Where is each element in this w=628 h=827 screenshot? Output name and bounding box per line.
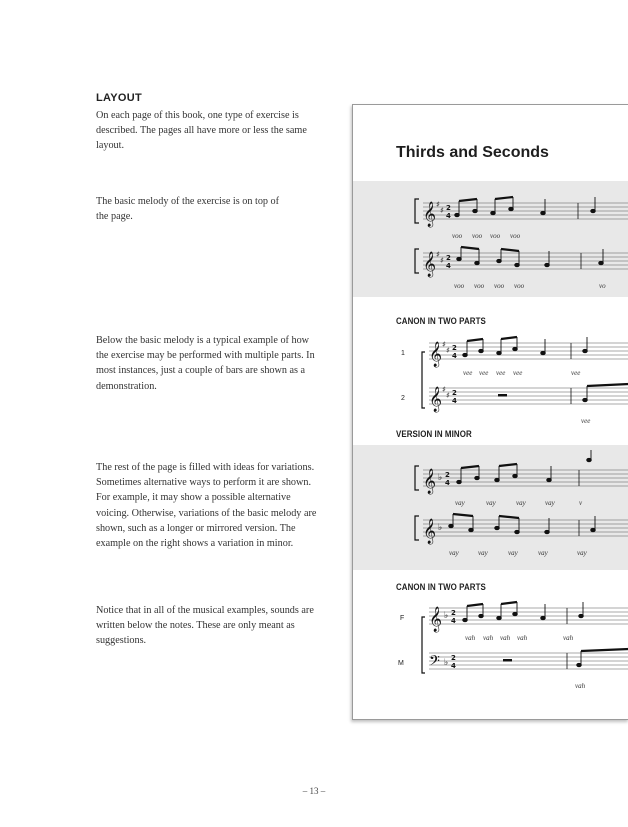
- svg-text:♭: ♭: [444, 658, 449, 668]
- svg-text:vo: vo: [599, 282, 606, 290]
- svg-text:4: 4: [451, 662, 456, 670]
- section-label-canon-second: CANON IN TWO PARTS: [396, 582, 486, 592]
- section-heading: LAYOUT: [96, 92, 143, 104]
- svg-text:vee: vee: [463, 369, 473, 377]
- treble-clef-icon: 𝄞: [429, 607, 443, 632]
- treble-clef-icon: 𝄞: [423, 469, 437, 494]
- staff-canon2-m: [353, 643, 628, 693]
- svg-text:vay: vay: [508, 549, 518, 557]
- staff-basic-1: [353, 193, 628, 243]
- treble-clef-icon: 𝄞: [429, 342, 443, 367]
- svg-text:1: 1: [401, 350, 405, 357]
- svg-text:vay: vay: [455, 499, 465, 507]
- section-label-minor: VERSION IN MINOR: [396, 429, 472, 439]
- svg-text:♯: ♯: [436, 250, 440, 259]
- paragraph-basic-melody: The basic melody of the exercise is on top of the page.: [96, 196, 280, 223]
- svg-text:2: 2: [401, 395, 405, 402]
- paragraph-intro: On each page of this book, one type of exercise is described. The pages all have more or less the same layout.: [96, 110, 307, 152]
- svg-text:2: 2: [452, 344, 457, 352]
- svg-text:♯: ♯: [436, 200, 440, 209]
- svg-text:♭: ♭: [438, 523, 443, 533]
- svg-text:v: v: [579, 499, 583, 507]
- svg-text:vah: vah: [517, 634, 528, 642]
- svg-text:vah: vah: [465, 634, 476, 642]
- page-number: – 13 –: [302, 786, 326, 796]
- svg-text:voo: voo: [472, 232, 483, 240]
- example-page-preview: [352, 104, 628, 720]
- svg-text:4: 4: [452, 397, 457, 405]
- svg-text:4: 4: [446, 262, 451, 270]
- treble-clef-icon: 𝄞: [423, 252, 437, 277]
- svg-text:vay: vay: [538, 549, 548, 557]
- svg-text:vah: vah: [563, 634, 574, 642]
- svg-text:vay: vay: [577, 549, 587, 557]
- svg-text:vee: vee: [571, 369, 581, 377]
- svg-text:♭: ♭: [444, 611, 449, 621]
- svg-text:voo: voo: [452, 232, 463, 240]
- svg-text:voo: voo: [490, 232, 501, 240]
- svg-text:♯: ♯: [446, 391, 450, 400]
- staff-minor-2: [353, 510, 628, 560]
- staff-minor-1: [353, 460, 628, 510]
- bass-clef-icon: 𝄢: [429, 653, 440, 673]
- staff-basic-2: [353, 243, 628, 293]
- svg-text:2: 2: [452, 389, 457, 397]
- svg-text:4: 4: [452, 352, 457, 360]
- svg-text:4: 4: [445, 479, 450, 487]
- svg-text:vee: vee: [479, 369, 489, 377]
- svg-text:vay: vay: [478, 549, 488, 557]
- svg-text:voo: voo: [454, 282, 465, 290]
- svg-text:2: 2: [446, 254, 451, 262]
- staff-canon2-f: [353, 598, 628, 648]
- svg-text:vee: vee: [496, 369, 506, 377]
- svg-text:2: 2: [446, 204, 451, 212]
- svg-text:vee: vee: [581, 417, 591, 425]
- svg-text:♯: ♯: [446, 346, 450, 355]
- svg-text:voo: voo: [514, 282, 525, 290]
- svg-text:vah: vah: [500, 634, 511, 642]
- svg-text:2: 2: [445, 471, 450, 479]
- paragraph-multiple-parts: Below the basic melody is a typical example of how the exercise may be performed with multiple parts. In most instances, just a couple of bars are shown as a demonstration.: [96, 335, 315, 392]
- svg-text:voo: voo: [494, 282, 505, 290]
- svg-text:2: 2: [451, 609, 456, 617]
- paragraph-sounds-note: Notice that in all of the musical examples, sounds are written below the notes. These are only meant as suggestions.: [96, 605, 314, 647]
- section-label-canon: CANON IN TWO PARTS: [396, 316, 486, 326]
- svg-text:4: 4: [446, 212, 451, 220]
- svg-text:vay: vay: [516, 499, 526, 507]
- svg-text:♭: ♭: [438, 473, 443, 483]
- staff-canon-2: [353, 378, 628, 428]
- svg-text:vay: vay: [486, 499, 496, 507]
- svg-text:voo: voo: [474, 282, 485, 290]
- staff-canon-1: [353, 333, 628, 383]
- svg-text:voo: voo: [510, 232, 521, 240]
- svg-text:vee: vee: [513, 369, 523, 377]
- svg-text:4: 4: [451, 617, 456, 625]
- svg-text:♯: ♯: [440, 256, 444, 265]
- svg-text:M: M: [398, 660, 404, 667]
- treble-clef-icon: 𝄞: [429, 387, 443, 412]
- svg-text:♯: ♯: [442, 340, 446, 349]
- svg-text:♯: ♯: [440, 206, 444, 215]
- svg-text:vay: vay: [449, 549, 459, 557]
- svg-text:vah: vah: [483, 634, 494, 642]
- treble-clef-icon: 𝄞: [423, 202, 437, 227]
- svg-text:♯: ♯: [442, 385, 446, 394]
- svg-text:vay: vay: [545, 499, 555, 507]
- svg-text:2: 2: [451, 654, 456, 662]
- preview-title: Thirds and Seconds: [396, 144, 549, 161]
- treble-clef-icon: 𝄞: [423, 519, 437, 544]
- svg-text:vah: vah: [575, 682, 586, 690]
- paragraph-variations: The rest of the page is filled with ideas for variations. Sometimes alternative ways to perform it are shown. For example, it may show a possible alternative voicing. Otherwise, variations of the basic melody are shown, such as a longer or mirrored version. The example on the right shows a variation in minor.: [96, 462, 317, 550]
- svg-text:F: F: [400, 615, 405, 622]
